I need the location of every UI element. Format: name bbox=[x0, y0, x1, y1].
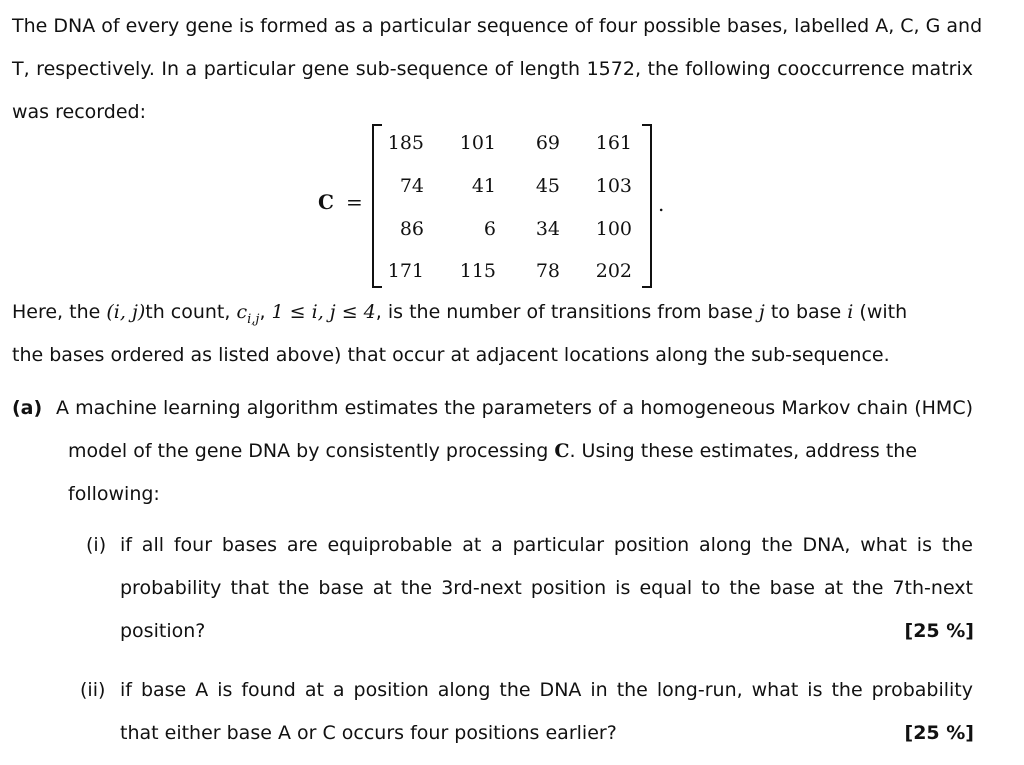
part-a-line-1: A machine learning algorithm estimates the parameters of a homogeneous Markov chain (HMC) bbox=[56, 397, 973, 419]
part-i-label: (i) bbox=[86, 534, 107, 556]
matrix-cell: 101 bbox=[459, 132, 496, 154]
math-matrix-symbol: C bbox=[554, 440, 570, 462]
matrix-period: . bbox=[658, 192, 665, 216]
math-i: i bbox=[847, 301, 854, 323]
matrix-cell: 74 bbox=[399, 175, 424, 197]
part-a-text: model of the gene DNA by consistently processing bbox=[68, 440, 555, 462]
matrix-cell: 41 bbox=[471, 175, 496, 197]
part-ii-line-2: that either base A or C occurs four positions earlier? bbox=[120, 722, 617, 744]
part-a-line-3: following: bbox=[68, 483, 160, 505]
matrix-cell: 6 bbox=[483, 218, 496, 240]
intro-line-1: The DNA of every gene is formed as a particular sequence of four possible bases, labelled A, C, G and bbox=[12, 15, 983, 37]
part-i-line-1: if all four bases are equiprobable at a particular position along the DNA, what is the bbox=[120, 534, 973, 556]
explain-text: (with bbox=[853, 301, 908, 323]
math-j: j bbox=[758, 301, 765, 323]
intro-line-2: T, respectively. In a particular gene sub-sequence of length 1572, the following cooccurrence matrix bbox=[12, 58, 973, 80]
part-a-text: . Using these estimates, address the bbox=[569, 440, 918, 462]
part-a-line-2 bbox=[68, 439, 973, 463]
math-subscript: i,j bbox=[247, 311, 260, 327]
matrix-cell: 86 bbox=[399, 218, 424, 240]
explain-text: th count, bbox=[145, 301, 237, 323]
matrix-cell: 100 bbox=[595, 218, 632, 240]
part-i-marks: [25 %] bbox=[904, 620, 974, 642]
math-index-pair: (i, j) bbox=[106, 301, 146, 323]
part-ii-label: (ii) bbox=[80, 679, 106, 701]
cooccurrence-matrix bbox=[318, 122, 668, 290]
part-i-line-2: probability that the base at the 3rd-next position is equal to the base at the 7th-next bbox=[120, 577, 973, 599]
math-range: 1 ≤ i, j ≤ 4 bbox=[271, 301, 376, 323]
matrix-cell: 34 bbox=[535, 218, 560, 240]
part-a-label: (a) bbox=[12, 397, 43, 419]
explain-text: , is the number of transitions from base bbox=[375, 301, 759, 323]
explain-text: Here, the bbox=[12, 301, 107, 323]
matrix-cell: 45 bbox=[535, 175, 560, 197]
part-i-line-3: position? bbox=[120, 620, 206, 642]
math-count-symbol: c bbox=[236, 301, 248, 323]
intro-line-3: was recorded: bbox=[12, 101, 146, 123]
explain-text: to base bbox=[764, 301, 848, 323]
matrix-cell: 78 bbox=[535, 260, 560, 282]
explain-text: , bbox=[259, 301, 272, 323]
matrix-cell: 202 bbox=[595, 260, 632, 282]
right-bracket bbox=[642, 124, 652, 288]
matrix-cell: 161 bbox=[595, 132, 632, 154]
explain-line-2: the bases ordered as listed above) that occur at adjacent locations along the sub-sequence. bbox=[12, 344, 890, 366]
part-a-line-2-text bbox=[68, 439, 917, 463]
matrix-cell: 69 bbox=[535, 132, 560, 154]
part-ii-marks: [25 %] bbox=[904, 722, 974, 744]
matrix-symbol: C bbox=[318, 190, 334, 214]
matrix-cell: 185 bbox=[387, 132, 424, 154]
matrix-cell: 115 bbox=[459, 260, 496, 282]
matrix-cell: 171 bbox=[387, 260, 424, 282]
equals-sign: = bbox=[346, 190, 363, 214]
part-ii-line-1: if base A is found at a position along the DNA in the long-run, what is the probability bbox=[120, 679, 973, 701]
matrix-cell: 103 bbox=[595, 175, 632, 197]
explain-line-1 bbox=[12, 300, 907, 332]
